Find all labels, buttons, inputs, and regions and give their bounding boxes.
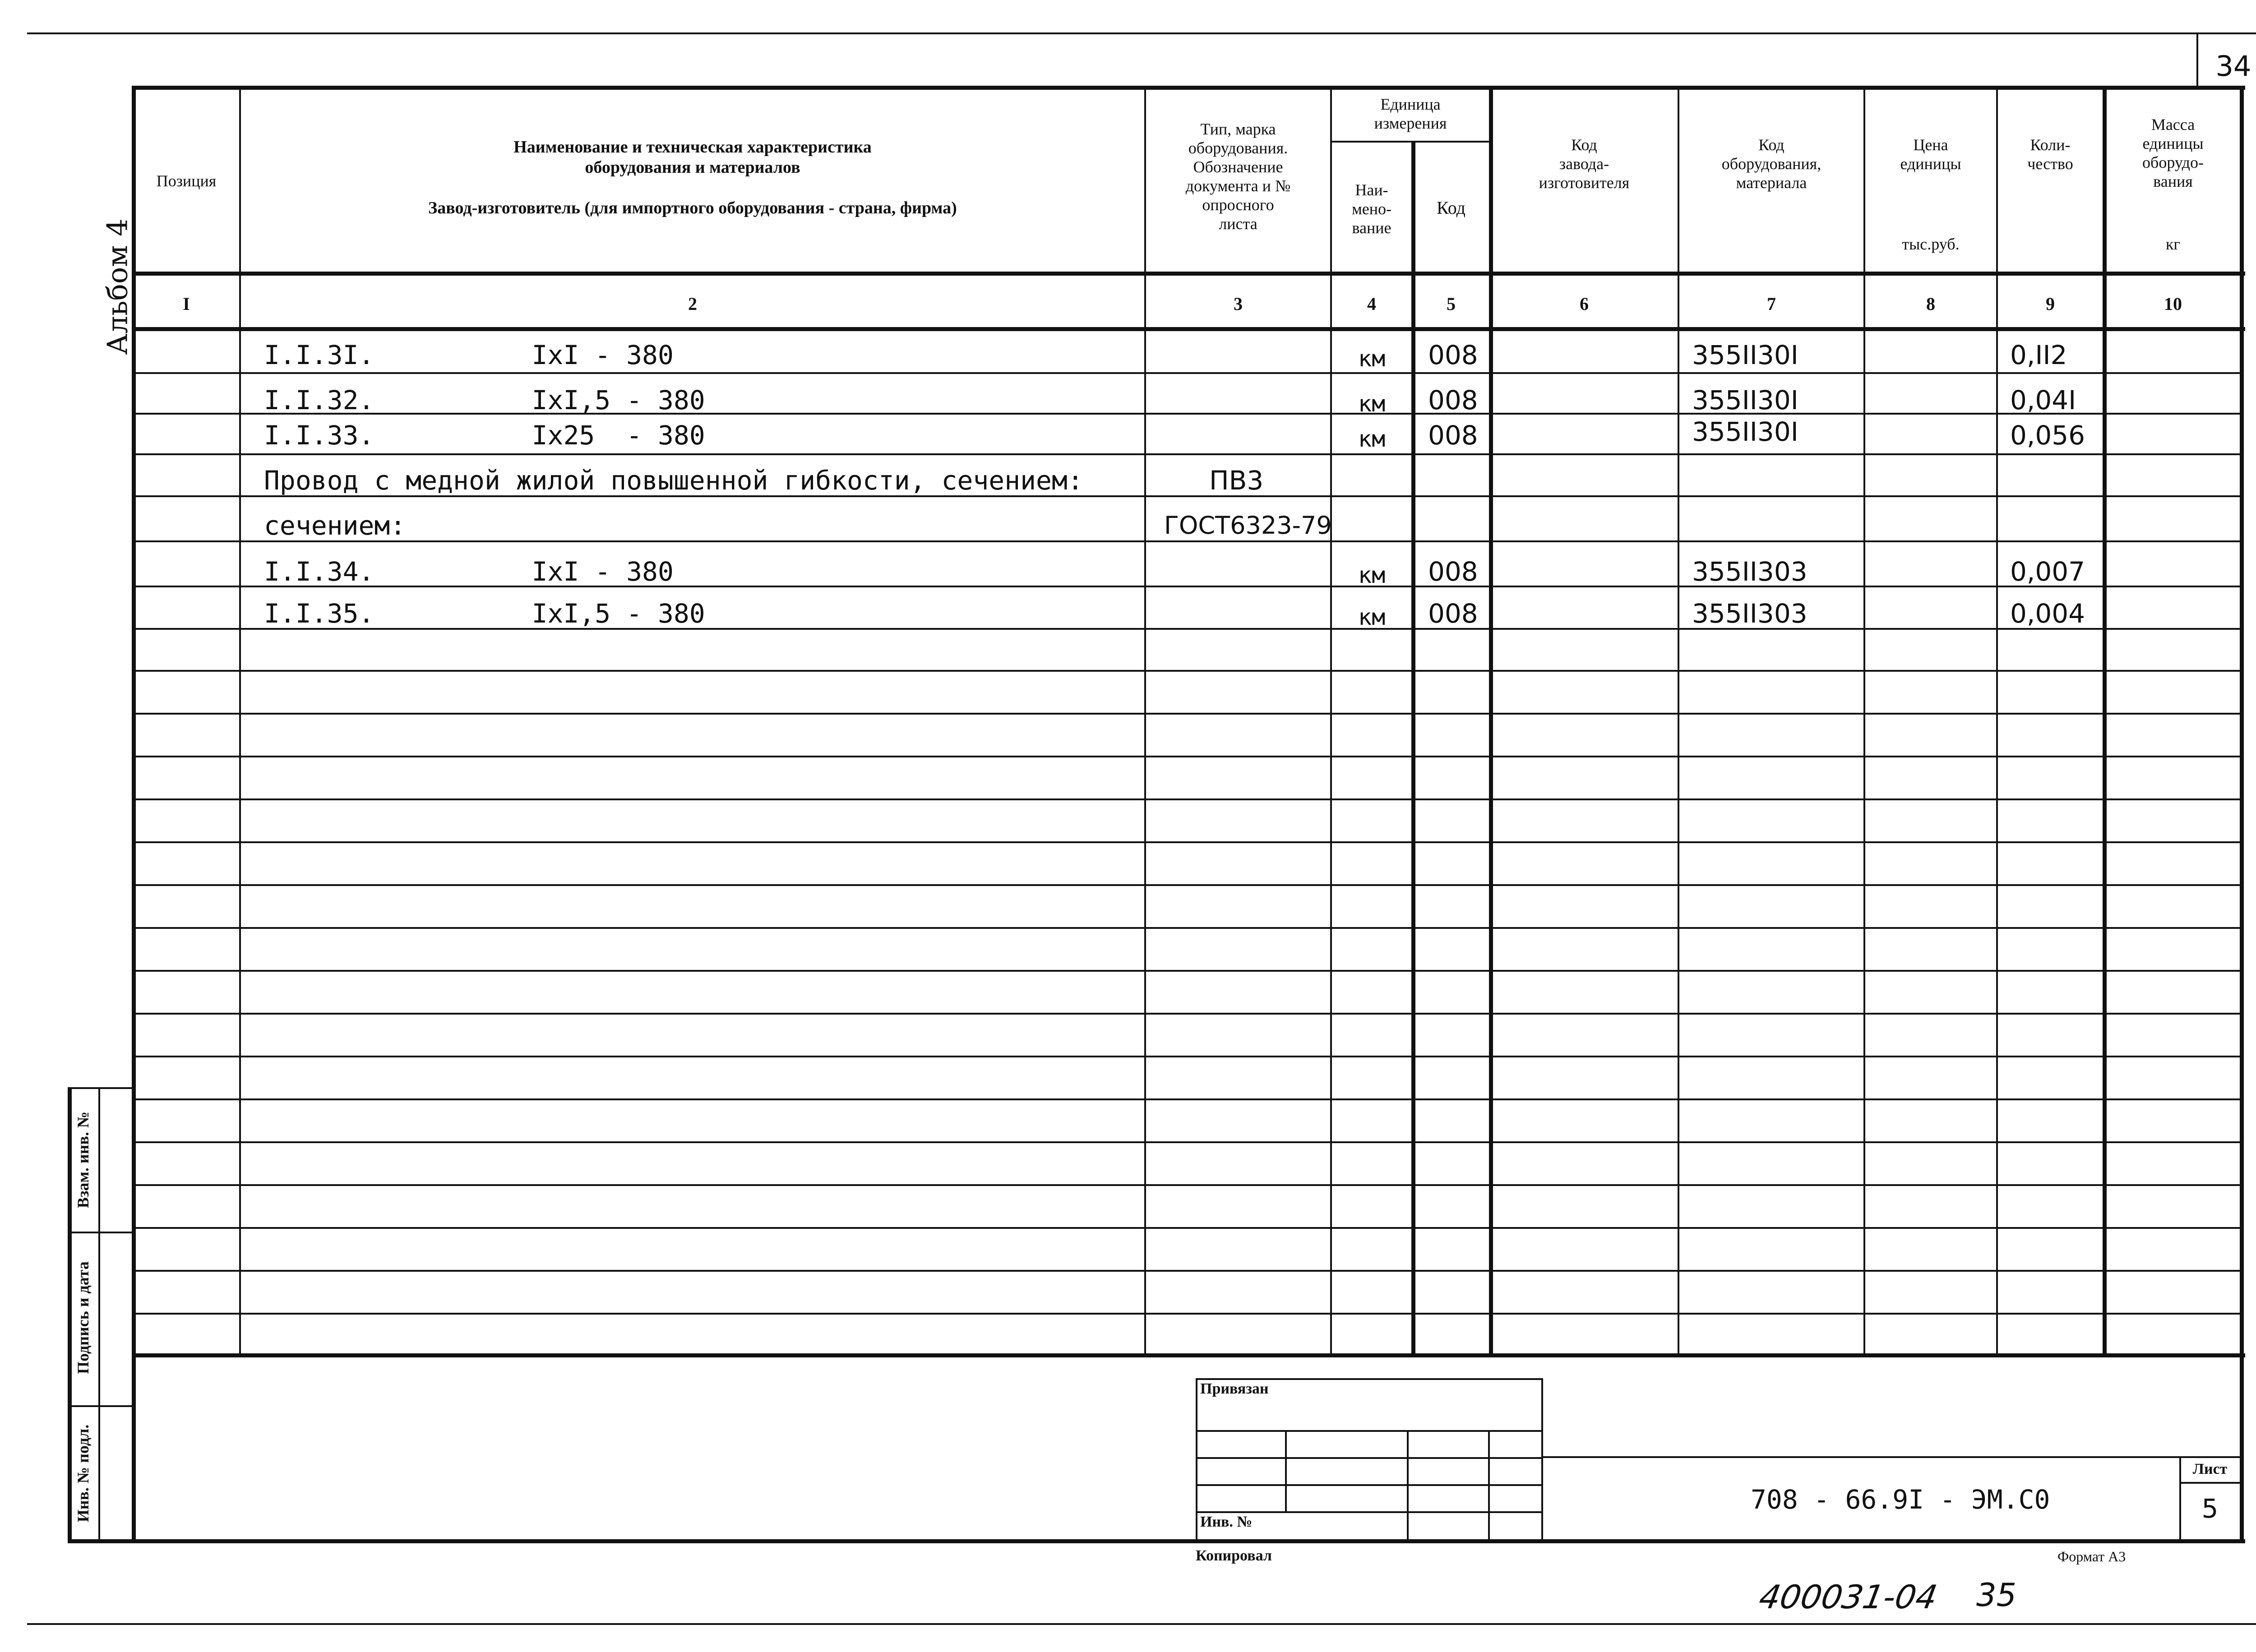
- unit-group-divider: [1330, 141, 1489, 143]
- row-3-mat: 355II30I: [1692, 416, 1798, 447]
- table-top-border: [134, 86, 2245, 90]
- colnum-8: 8: [1926, 294, 1935, 314]
- row-rule: [134, 670, 2242, 672]
- row-3-name: I.I.33. Ix25 - 380: [264, 420, 705, 451]
- row-rule: [134, 1184, 2242, 1186]
- handwritten-number: 35: [1976, 1577, 2017, 1614]
- doc-stamp-top: [1542, 1456, 2240, 1458]
- colnum-5: 5: [1447, 294, 1456, 314]
- colnum-10: 10: [2164, 294, 2182, 314]
- frame-right: [2240, 86, 2244, 1541]
- side-stamp-mid: [98, 1087, 100, 1541]
- row-rule: [134, 841, 2242, 843]
- row-rule: [134, 713, 2242, 715]
- colnum-bottom-border: [134, 327, 2245, 331]
- row-7-code: 008: [1428, 598, 1478, 629]
- header-unit-code: Код: [1437, 198, 1465, 218]
- row-rule: [134, 756, 2242, 757]
- colnum-7: 7: [1767, 294, 1776, 314]
- doc-code: 708 - 66.9I - ЭМ.С0: [1751, 1484, 2050, 1515]
- bottom-border-line: [27, 1623, 2256, 1625]
- row-rule: [134, 1013, 2242, 1015]
- row-7-name: I.I.35. IxI,5 - 380: [264, 598, 705, 629]
- privyazan-top: [1196, 1378, 1542, 1380]
- row-4-type: ПВ3: [1209, 465, 1264, 496]
- stamp-inv-podl: Инв. № подл.: [74, 1424, 92, 1523]
- row-3-qty: 0,056: [2010, 420, 2085, 451]
- row-2-mat: 355II30I: [1692, 385, 1798, 415]
- col-sep-2: [1144, 86, 1146, 1354]
- row-6-code: 008: [1428, 556, 1478, 587]
- format-label: Формат А3: [2057, 1548, 2126, 1564]
- colnum-4: 4: [1367, 294, 1376, 314]
- row-7-mat: 355II303: [1692, 598, 1808, 629]
- col-sep-5: [1489, 86, 1493, 1354]
- colnum-6: 6: [1580, 294, 1589, 314]
- row-rule: [134, 798, 2242, 800]
- privyazan-row-3: [1196, 1484, 1542, 1486]
- row-rule: [134, 970, 2242, 972]
- row-1-qty: 0,II2: [2010, 340, 2067, 370]
- row-rule: [134, 1227, 2242, 1229]
- row-6-name: I.I.34. IxI - 380: [264, 556, 674, 587]
- kopiroval-label: Копировал: [1196, 1547, 1272, 1564]
- row-5-type: ГОСТ6323-79: [1164, 511, 1332, 540]
- stamp-vzam-inv: Взам. инв. №: [74, 1111, 92, 1209]
- row-3-code: 008: [1428, 420, 1478, 451]
- row-6-unit: км: [1358, 562, 1386, 588]
- row-2-qty: 0,04I: [2010, 385, 2076, 415]
- header-quantity: Коли- чество: [2027, 136, 2073, 173]
- header-name-line1: Наименование и техническая характеристика: [513, 138, 872, 157]
- list-box-div: [2179, 1482, 2240, 1484]
- privyazan-col-2: [1407, 1430, 1409, 1541]
- header-factory-code: Код завода- изготовителя: [1539, 136, 1630, 192]
- privyazan-right: [1541, 1378, 1543, 1541]
- row-1-name: I.I.3I. IxI - 380: [264, 340, 674, 370]
- header-type: Тип, марка оборудования. Обозначение документа и № опросного листа: [1185, 120, 1291, 233]
- header-name-line3: Завод-изготовитель (для импортного оборудования - страна, фирма): [428, 198, 957, 217]
- header-unit-name: Наи- мено- вание: [1351, 181, 1392, 237]
- page-number-box-left: [2196, 32, 2198, 88]
- row-5-name: сечением:: [264, 510, 406, 541]
- side-stamp-left: [68, 1087, 72, 1541]
- row-6-mat: 355II303: [1692, 556, 1808, 587]
- row-2-name: I.I.32. IxI,5 - 380: [264, 385, 705, 415]
- row-rule: [134, 1098, 2242, 1100]
- page-number: 34: [2215, 50, 2251, 83]
- header-price-unit: тыс.руб.: [1902, 235, 1960, 253]
- list-number: 5: [2201, 1493, 2219, 1524]
- list-label: Лист: [2192, 1461, 2228, 1477]
- col-sep-6: [1678, 86, 1679, 1354]
- row-rule: [134, 1056, 2242, 1057]
- header-mass: Масса единицы оборудо- вания: [2142, 115, 2204, 190]
- row-7-unit: км: [1358, 604, 1386, 630]
- header-position: Позиция: [156, 172, 217, 190]
- col-sep-9: [2103, 86, 2107, 1354]
- album-label: Альбом 4: [101, 218, 134, 355]
- header-mass-unit: кг: [2165, 235, 2181, 253]
- handwritten-code: 400031-04: [1756, 1578, 1940, 1616]
- header-unit-group: Единица измерения: [1374, 95, 1447, 132]
- col-sep-8: [1996, 86, 1998, 1354]
- header-bottom-border: [134, 272, 2245, 276]
- privyazan-row-2: [1196, 1457, 1542, 1459]
- row-rule: [134, 372, 2242, 374]
- row-1-mat: 355II30I: [1692, 340, 1798, 370]
- row-rule: [134, 453, 2242, 455]
- privyazan-row-1: [1196, 1430, 1542, 1432]
- row-1-unit: км: [1358, 346, 1386, 372]
- row-rule: [134, 1270, 2242, 1272]
- header-price: Цена единицы: [1900, 136, 1961, 173]
- privyazan-col-3: [1488, 1430, 1490, 1541]
- table-body-bottom: [134, 1353, 2245, 1357]
- privyazan-left: [1196, 1378, 1197, 1541]
- privyazan-row-4: [1196, 1511, 1542, 1513]
- col-sep-3: [1330, 86, 1332, 1354]
- colnum-9: 9: [2046, 294, 2055, 314]
- col-sep-4: [1411, 142, 1415, 1354]
- privyazan-label: Привязан: [1200, 1380, 1269, 1397]
- frame-bottom: [68, 1539, 2245, 1543]
- row-3-unit: км: [1358, 426, 1386, 452]
- header-material-code: Код оборудования, материала: [1721, 136, 1821, 192]
- col-sep-7: [1863, 86, 1865, 1354]
- stamp-podpis-data: Подпись и дата: [74, 1261, 92, 1374]
- row-1-code: 008: [1428, 340, 1478, 370]
- privyazan-col-1: [1285, 1430, 1287, 1511]
- row-rule: [134, 927, 2242, 929]
- top-border-line: [27, 32, 2256, 34]
- colnum-1: I: [183, 294, 190, 314]
- row-4-name: Провод с медной жилой повышенной гибкости, сечением:: [264, 465, 1083, 496]
- row-7-qty: 0,004: [2010, 598, 2085, 629]
- colnum-3: 3: [1234, 294, 1243, 314]
- row-rule: [134, 1141, 2242, 1143]
- header-name-line2: оборудования и материалов: [585, 158, 800, 177]
- side-stamp-top: [68, 1087, 134, 1089]
- row-rule: [134, 1313, 2242, 1315]
- row-2-code: 008: [1428, 385, 1478, 415]
- list-box-left: [2179, 1456, 2181, 1539]
- row-rule: [134, 884, 2242, 886]
- colnum-2: 2: [688, 294, 697, 314]
- row-6-qty: 0,007: [2010, 556, 2085, 587]
- col-sep-1: [239, 86, 241, 1354]
- row-2-unit: км: [1358, 391, 1386, 417]
- inv-no-label: Инв. №: [1200, 1514, 1253, 1530]
